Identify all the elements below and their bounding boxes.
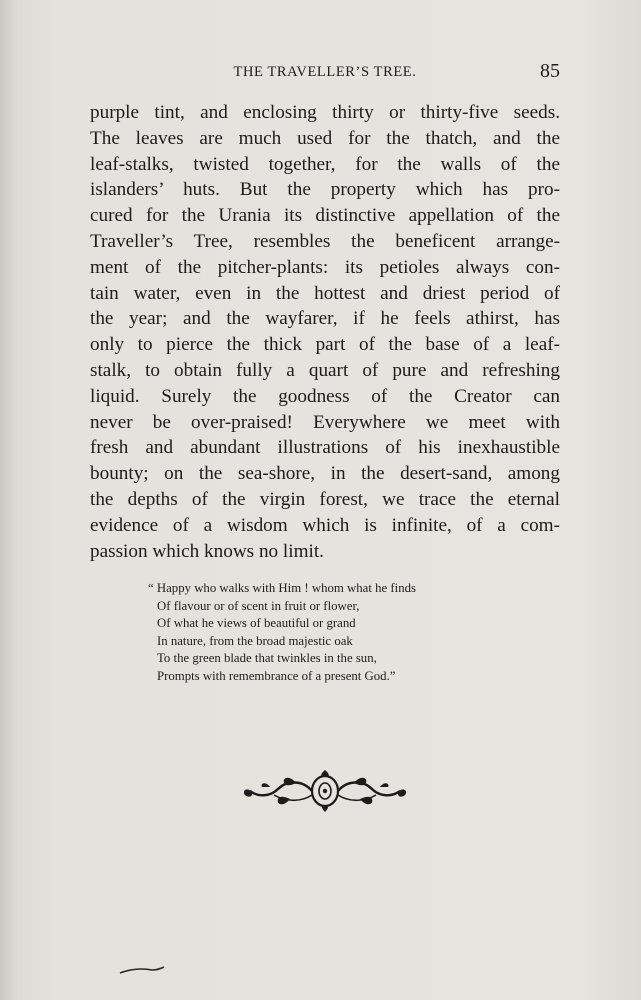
text-line: evidence of a wisdom which is infinite, of a com- <box>90 514 560 536</box>
page-number: 85 <box>540 60 560 82</box>
text-line: passion which knows no limit. <box>90 540 324 562</box>
text-line: islanders’ huts. But the property which has pro- <box>90 179 560 201</box>
fleuron-ornament-icon <box>240 765 410 815</box>
poem-line: Prompts with remembrance of a present God.” <box>157 668 396 683</box>
text-line: bounty; on the sea-shore, in the desert-sand, among <box>90 463 560 485</box>
poem-line: In nature, from the broad majestic oak <box>157 633 353 648</box>
text-line: never be over-praised! Everywhere we meet with <box>90 411 560 433</box>
text-line: liquid. Surely the goodness of the Creator can <box>90 385 560 407</box>
poem-line: “ Happy who walks with Him ! whom what he finds <box>148 581 416 595</box>
text-line: ment of the pitcher-plants: its petioles always con- <box>90 256 560 278</box>
text-line: cured for the Urania its distinctive appellation of the <box>90 205 560 227</box>
text-line: leaf-stalks, twisted together, for the walls of the <box>90 153 560 175</box>
page-header <box>90 60 560 88</box>
body-paragraph <box>90 100 560 564</box>
text-line: only to pierce the thick part of the base of a leaf- <box>90 334 560 356</box>
poem-line: To the green blade that twinkles in the sun, <box>157 651 377 665</box>
poem-line: Of what he views of beautiful or grand <box>157 616 356 630</box>
text-line: the depths of the virgin forest, we trace the eternal <box>90 488 560 510</box>
text-line: tain water, even in the hottest and driest period of <box>90 282 560 304</box>
ink-smudge-mark <box>118 964 166 976</box>
text-line: purple tint, and enclosing thirty or thirty-five seeds. <box>90 102 560 123</box>
text-line: Traveller’s Tree, resembles the beneficent arrange- <box>90 230 560 252</box>
poem-quotation <box>148 580 508 685</box>
poem-line: Of flavour or of scent in fruit or flower, <box>157 598 360 613</box>
text-line: stalk, to obtain fully a quart of pure and refreshing <box>90 359 560 381</box>
text-line: the year; and the wayfarer, if he feels athirst, has <box>90 308 560 330</box>
text-line: fresh and abundant illustrations of his inexhaustible <box>90 437 560 459</box>
text-line: The leaves are much used for the thatch, and the <box>90 127 560 149</box>
running-head: THE TRAVELLER’S TREE. <box>233 64 417 80</box>
